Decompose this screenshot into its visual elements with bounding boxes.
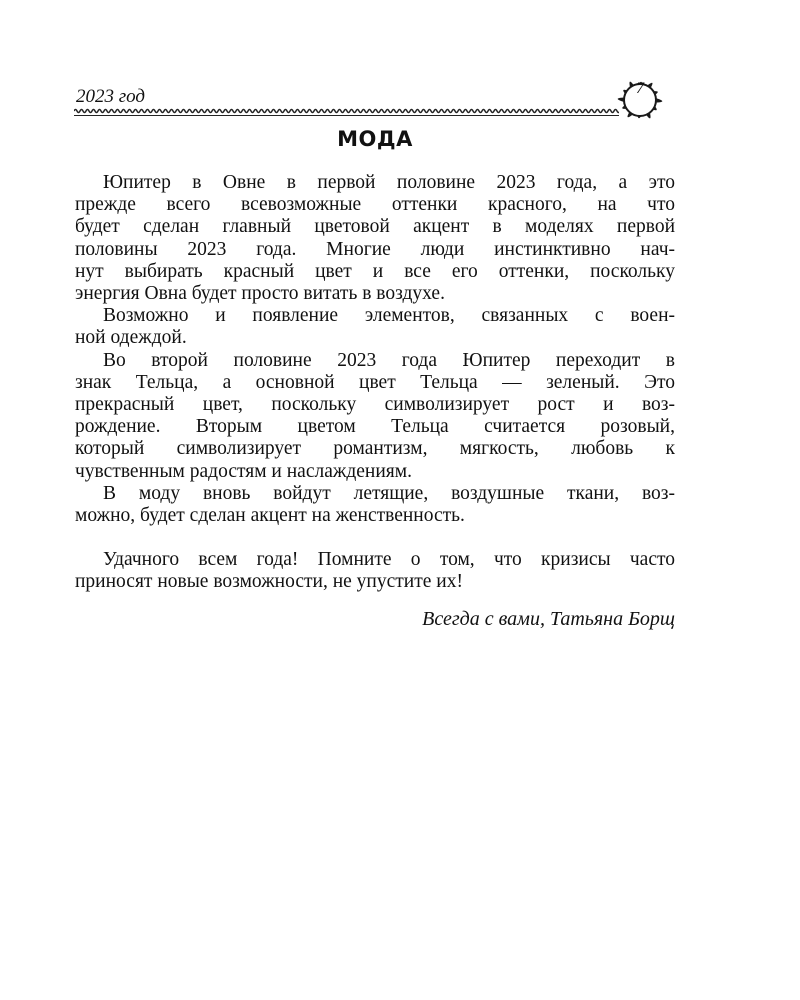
paragraph	[75, 483, 675, 527]
author-signature: Всегда с вами, Татьяна Борщ	[422, 608, 675, 630]
closing-paragraph	[75, 549, 675, 593]
text-line: Удачного всем года! Помните о том, что кризисы часто	[103, 549, 675, 571]
text-line: можно, будет сделан акцент на женственность.	[75, 505, 465, 527]
text-line: энергия Овна будет просто витать в воздухе.	[75, 283, 445, 305]
text-line: который символизирует романтизм, мягкость, любовь к	[75, 438, 675, 460]
text-line: прекрасный цвет, поскольку символизирует рост и воз-	[75, 394, 675, 416]
text-line: рождение. Вторым цветом Тельца считается розовый,	[75, 416, 675, 438]
paragraph-spacer	[75, 527, 675, 549]
sun-ornament-icon	[600, 68, 680, 132]
paragraph	[75, 350, 675, 483]
text-line: В моду вновь войдут летящие, воздушные ткани, воз-	[103, 482, 675, 504]
page-title: МОДА	[337, 127, 413, 151]
article-body	[75, 172, 675, 594]
text-line: приносят новые возможности, не упустите их!	[75, 571, 463, 593]
text-line: знак Тельца, а основной цвет Тельца — зеленый. Это	[75, 371, 675, 393]
text-line: будет сделан главный цветовой акцент в моделях первой	[75, 216, 675, 238]
running-header-year: 2023 год	[76, 86, 146, 107]
page-number: 7	[636, 80, 644, 97]
text-line: Юпитер в Овне в первой половине 2023 года, а это	[103, 172, 675, 193]
text-line: ной одеждой.	[75, 327, 187, 349]
text-line: нут выбирать красный цвет и все его оттенки, поскольку	[75, 260, 675, 282]
paragraph	[75, 172, 675, 305]
text-line: Возможно и появление элементов, связанных с воен-	[103, 305, 675, 327]
paragraph	[75, 305, 675, 349]
text-line: прежде всего всевозможные оттенки красного, на что	[75, 194, 675, 216]
text-line: Во второй половине 2023 года Юпитер переходит в	[103, 349, 675, 371]
text-line: чувственным радостям и наслаждениям.	[75, 460, 412, 482]
text-line: половины 2023 года. Многие люди инстинктивно нач-	[75, 238, 675, 260]
header-wavy-rule	[74, 107, 619, 119]
